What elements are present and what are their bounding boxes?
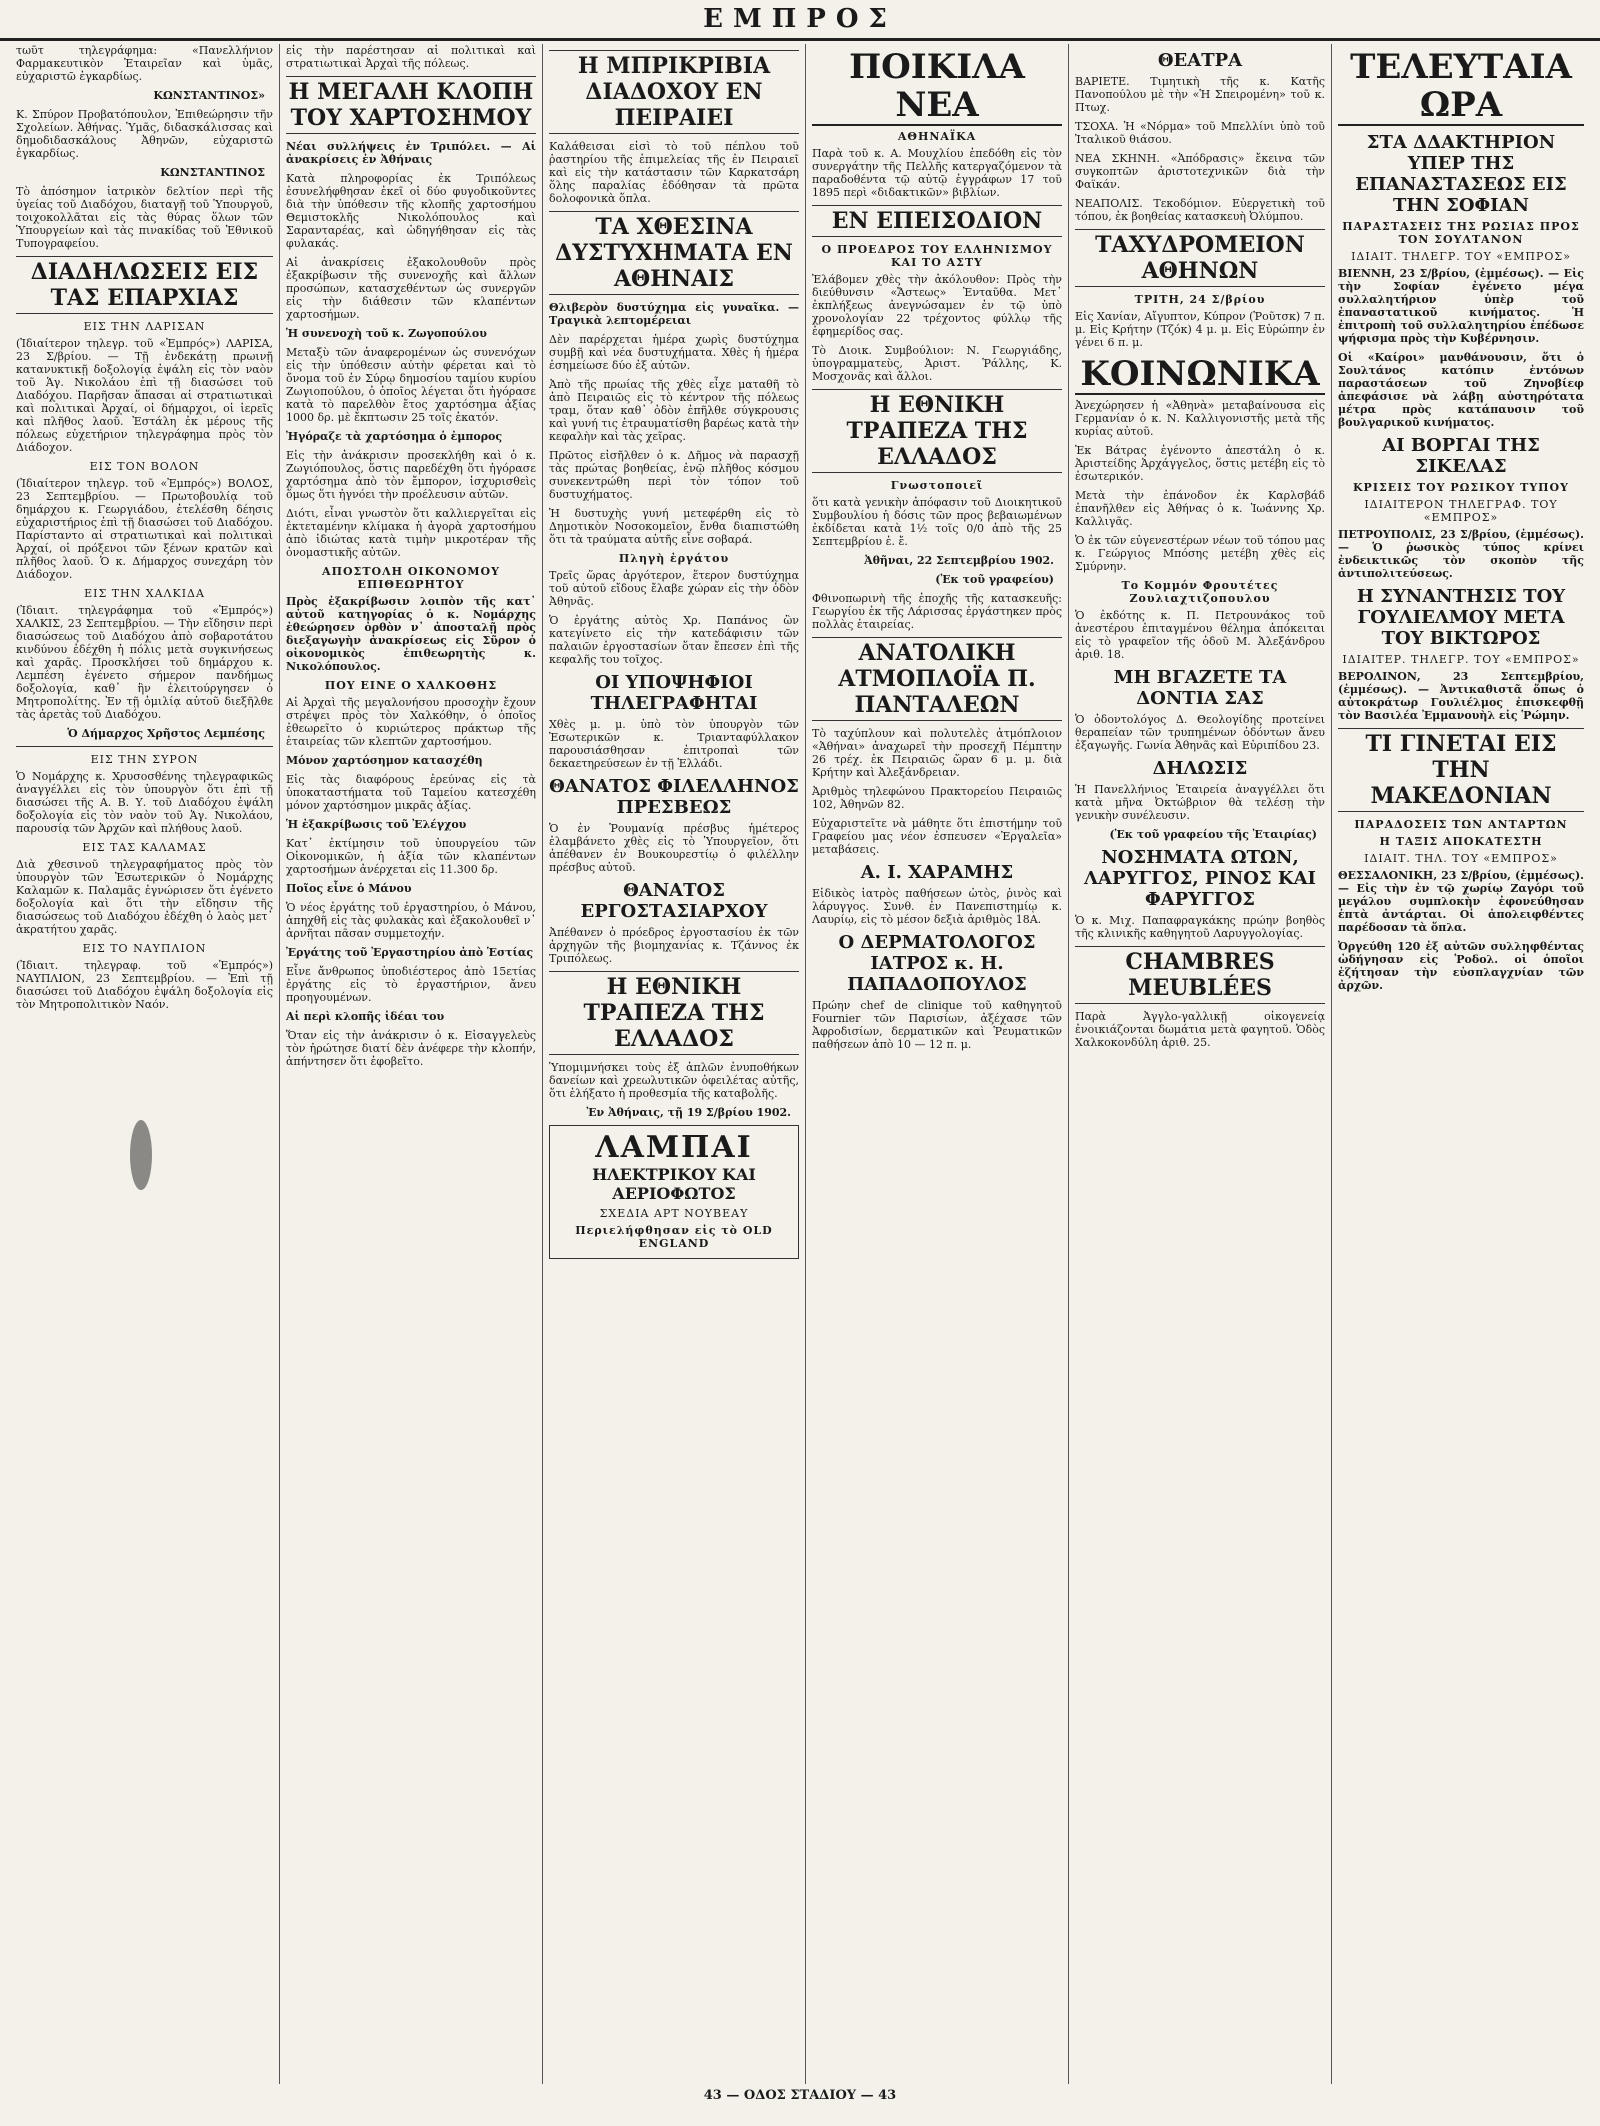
notice-date: Ἀθῆναι, 22 Σεπτεμβρίου 1902. (864, 554, 1054, 567)
bulletin-text: Τὸ ἀπόσημον ἰατρικὸν δελτίον περὶ τῆς ὑγείας τοῦ Διαδόχου, διαταγῇ τοῦ Ὑπουργοῦ, τοιχοκολλᾶται εἰς τὰς θύρας ὅλων τῶν Ὑπουργείων καὶ τὰς πινακίδας τοῦ Ἐθνικοῦ Τυπογραφείου. (16, 185, 273, 250)
telegram-text: ΘΕΣΣΑΛΟΝΙΚΗ, 23 Σ/βρίου, (ἐμμέσως). — Εἰς τὴν ἐν τῷ χωρίῳ Ζαγόρι τοῦ μεγάλου συμπλοκὴν ἐφονεύθησαν ἑπτὰ ἀντάρται. Οἱ ἀπολειφθέντες παρέδοσαν τὰ ὅπλα. (1338, 869, 1584, 934)
article-paragraph: Τὸ Διοικ. Συμβούλιον: Ν. Γεωργιάδης, ὑπογραμματεὺς, Ἀριστ. Ῥάλλης, Κ. Μοσχονᾶς καὶ ἄλλοι. (812, 344, 1062, 383)
post-office-title: ΤΑΧΥΔΡΟΜΕΙΟΝ ΑΘΗΝΩΝ (1075, 229, 1325, 287)
article-title: ΤΙ ΓΙΝΕΤΑΙ ΕΙΣ ΤΗΝ ΜΑΚΕΔΟΝΙΑΝ (1338, 728, 1584, 812)
nafplio-heading: ΕΙΣ ΤΟ ΝΑΥΠΛΙΟΝ (82, 942, 207, 955)
lamp-advertisement (549, 1125, 799, 1259)
article-paragraph: Ὁ ἐκδότης κ. Π. Πετρουνάκος τοῦ ἀνεστέρου ἐπιταγμένου θέλημα ἀπόκειται εἰς τὸ γραφεῖον τῆς ὁδοῦ Μ. Ἀλεξάνδρου ἀριθ. 18. (1075, 609, 1325, 661)
subheading: Μόνον χαρτόσημον κατασχέθη (286, 754, 483, 767)
ad-address: 43 — ΟΔΟΣ ΣΤΑΔΙΟΥ — 43 (703, 2088, 897, 2103)
section-title: ΚΟΙΝΩΝΙΚΑ (1075, 355, 1325, 395)
article-paragraph: Ἡ δυστυχὴς γυνή μετεφέρθη εἰς τὸ Δημοτικὸν Νοσοκομεῖον, ἔνθα διαπιστώθη ὅτι τὰ τραύματα αὐτῆς εἶνε σοβαρά. (549, 507, 799, 546)
telegram-text: ΒΕΡΟΛΙΝΟΝ, 23 Σεπτεμβρίου, (ἐμμέσως). — Ἀντικαθιστᾶ ὅπως ὁ αὐτοκράτωρ Γουλιέλμος ἐπισκεφθῇ τὸν Βασιλέα Ἐμμανουὴλ εἰς Ῥώμην. (1338, 670, 1584, 722)
volos-text: (Ἰδιαίτερον τηλεγρ. τοῦ «Ἐμπρός») ΒΟΛΟΣ, 23 Σεπτεμβρίου. — Πρωτοβουλίᾳ τοῦ δημάρχου κ. Γεωργιάδου, ἐτελέσθη δέησις εὐχαριστήριος ἐπὶ τῇ διασώσει τοῦ Διαδόχου. Παρίσταντο αἱ στρατιωτικαὶ καὶ πολιτικαὶ Ἀρχαί, οἱ πρόξενοι τῶν ξένων κρατῶν καὶ πλῆθος λαοῦ. Ὁ κ. Δήμαρχος συνεχάρη τὸν Διάδοχον. (16, 477, 273, 581)
greeting-text: τωῦτ τηλεγράφημα: «Πανελλήνιον Φαρμακευτικὸν Ἑταιρεῖαν καὶ ὑμᾶς, εὐχαριστῶ ἐγκαρδίως. (16, 44, 273, 83)
chalkis-heading: ΕΙΣ ΤΗΝ ΧΑΛΚΙΔΑ (84, 587, 205, 600)
article-paragraph: Δὲν παρέρχεται ἡμέρα χωρὶς δυστύχημα συμβῇ καὶ νέα δυστυχήματα. Χθὲς ἡ ἡμέρα ἐσημείωσε δύο ἐξ αὐτῶν. (549, 333, 799, 372)
ink-stain (130, 1120, 152, 1190)
article-title: Η ΜΕΓΑΛΗ ΚΛΟΠΗ ΤΟΥ ΧΑΡΤΟΣΗΜΟΥ (286, 76, 536, 134)
telegram-source: ΙΔΙΑΙΤ. ΤΗΛ. ΤΟΥ «ΕΜΠΡΟΣ» (1364, 852, 1558, 865)
syros-text: Ὁ Νομάρχης κ. Χρυσοσθένης τηλεγραφικῶς ἀναγγέλλει εἰς τὸν ὑπουργὸν ὅτι ἐπὶ τῇ διασώσει τῆς Α. Β. Υ. τοῦ Διαδόχου ἐψάλη δοξολογία εἰς τὸν ναὸν τοῦ Ἁγ. Νικολάου, παρουσίᾳ τῶν Ἀρχῶν καὶ πλήθους λαοῦ. (16, 770, 273, 835)
subheading: Ἠγόραζε τὰ χαρτόσημα ὁ ἐμπορος (286, 430, 503, 443)
ad-subheadline: ΗΛΕΚΤΡΙΚΟΥ ΚΑΙ ΑΕΡΙΟΦΩΤΟΣ (592, 1165, 756, 1203)
kalamai-heading: ΕΙΣ ΤΑΣ ΚΑΛΑΜΑΣ (82, 841, 207, 854)
theatre-listing: ΤΣΟΧΑ. Ἡ «Νόρμα» τοῦ Μπελλίνι ὑπὸ τοῦ Ἰταλικοῦ θιάσου. (1075, 120, 1325, 146)
article-lead: Θλιβερὸν δυστύχημα εἰς γυναῖκα. — Τραγικὰ λεπτομέρειαι (549, 301, 799, 327)
section-subtitle: ΑΘΗΝΑΪΚΑ (897, 130, 977, 143)
bank-notice-text: ὅτι κατὰ γενικὴν ἀπόφασιν τοῦ Διοικητικοῦ Συμβουλίου ἡ δόσις τῶν προς βεβαιωμένων ἐκδίδεται κατὰ 1½ τοῖς 0/0 ἀπὸ τῆς 25 Σεπτεμβρίου ἐ. ἔ. (812, 496, 1062, 548)
column-4 (806, 44, 1069, 2084)
article-paragraph: Παρὰ Ἀγγλο-γαλλικῇ οἰκογενείᾳ ἐνοικιάζονται δωμάτια μετὰ φαγητοῦ. Ὁδὸς Χαλκοκονδύλη ἀριθ. 25. (1075, 1010, 1325, 1049)
telegram-text: ΠΕΤΡΟΥΠΟΛΙΣ, 23 Σ/βρίου, (ἐμμέσως). — Ὁ ῥωσικὸς τύπος κρίνει ἐνδεικτικῶς τὸν σκοπὸν τῆς ἀντιπολιτεύσεως. (1338, 528, 1584, 580)
article-subtitle: Η ΤΑΞΙΣ ΑΠΟΚΑΤΕΣΤΗ (1379, 835, 1543, 848)
article-paragraph: Κατ᾽ ἐκτίμησιν τοῦ ὑπουργείου τῶν Οἰκονομικῶν, ἡ ἀξία τῶν κλαπέντων χαρτοσήμων ἀνέρχεται εἰς 11.300 δρ. (286, 837, 536, 876)
article-title: ΣΤΑ ΔΔΑΚΤΗΡΙΟΝ ΥΠΕΡ ΤΗΣ ΕΠΑΝΑΣΤΑΣΕΩΣ ΕΙΣ ΤΗΝ ΣΟΦΙΑΝ (1355, 132, 1567, 216)
article-paragraph: Ἀπὸ τῆς πρωίας τῆς χθὲς εἶχε ματαθῆ τὸ ἀπὸ Πειραιῶς εἰς τὸ κέντρον τῆς πόλεως τραμ, ὅταν καθ᾽ ὁδὸν ἐπῆλθε σύγκρουσις καὶ γυνή τις ἐτραυματίσθη βαρέως κατὰ τὴν κεφαλὴν καὶ τὰς χεῖρας. (549, 378, 799, 443)
signature: ΚΩΝΣΤΑΝΤΙΝΟΣ» (153, 89, 265, 102)
telegram-text: Ὀργεύθη 120 ἐξ αὐτῶν συλληφθέντας ὡδήγησαν εἰς Ῥοδολ. οἱ ὁποῖοι ἐζήτησαν τὴν εὐσπλαγχνίαν τῶν ἀρχῶν. (1338, 940, 1584, 992)
article-paragraph: Ἀριθμὸς τηλεφώνου Πρακτορείου Πειραιῶς 102, Ἀθηνῶν 82. (812, 785, 1062, 811)
article-paragraph: Ὅταν εἰς τὴν ἀνάκρισιν ὁ κ. Εἰσαγγελεὺς τὸν ἠρώτησε διατί δὲν ἀνέφερε τὴν κλοπήν, ἀπήντησεν ὅτι ἐφοβεῖτο. (286, 1029, 536, 1068)
section-title: ΤΕΛΕΥΤΑΙΑ ΩΡΑ (1338, 48, 1584, 126)
theatre-listing: ΝΕΑΠΟΛΙΣ. Τεκοδόμιον. Εὐεργετικὴ τοῦ τόπου, ἐκ βοηθείας κατασκευὴ Ὀλύμπου. (1075, 197, 1325, 223)
doctor-ad-title: Α. Ι. ΧΑΡΑΜΗΣ (860, 862, 1014, 883)
section-title: ΠΟΙΚΙΛΑ ΝΕΑ (812, 48, 1062, 126)
bank-notice-text: Ὑπομιμνήσκει τοὺς ἐξ ἁπλῶν ἐνυποθήκων δανείων καὶ χρεωλυτικῶν ὀφειλέτας αὐτῆς, ὅτι ἐλήξατο ἡ προθεσμία τῆς καταβολῆς. (549, 1061, 799, 1100)
signature-2: ΚΩΝΣΤΑΝΤΙΝΟΣ (160, 166, 265, 179)
social-news: Ἀνεχώρησεν ἡ «Ἀθηνὰ» μεταβαίνουσα εἰς Γερμανίαν ὁ κ. Ν. Καλλιγονιστῆς μετὰ τῆς κυρίας αὐτοῦ. (1075, 399, 1325, 438)
article-title: ΘΑΝΑΤΟΣ ΦΙΛΕΛΛΗΝΟΣ ΠΡΕΣΒΕΩΣ (549, 776, 799, 818)
subheading: Πληγὴ ἐργάτου (618, 552, 730, 565)
section-title: ΘΕΑΤΡΑ (1157, 50, 1243, 71)
article-paragraph: Ὁ ἐργάτης αὐτὸς Χρ. Παπάνος ὢν κατεγίνετο εἰς τὴν κατεδάφισιν τῶν παλαιῶν ἐργοστασίων ὅταν ἔπεσεν ἐπὶ τῆς κεφαλῆς του τοῖχος. (549, 614, 799, 666)
article-paragraph: Εἶνε ἄνθρωπος ὑποδιέστερος ἀπὸ 15ετίας ἐργάτης εἰς τὸ ἐργαστήριον, ἄνευ προηγουμένων. (286, 965, 536, 1004)
bank-notice-title: Η ΕΘΝΙΚΗ ΤΡΑΠΕΖΑ ΤΗΣ ΕΛΛΑΔΟΣ (549, 971, 799, 1055)
subheading: Ἐργάτης τοῦ Ἐργαστηρίου ἀπὸ Ἑστίας (286, 946, 534, 959)
social-news: Μετὰ τὴν ἐπάνοδον ἐκ Καρλσβάδ ἐπανῆλθεν εἰς Ἀθήνας ὁ κ. Ἰωάννης Χρ. Καλλιγᾶς. (1075, 489, 1325, 528)
shipping-notice-title: ΑΝΑΤΟΛΙΚΗ ΑΤΜΟΠΛΟΪΑ Π. ΠΑΝΤΑΛΕΩΝ (812, 637, 1062, 721)
masthead (0, 0, 1600, 41)
ad-detail: ΣΧΕΔΙΑ ΑΡΤ ΝΟΥΒΕΑΥ (599, 1207, 749, 1220)
article-subtitle: Ο ΠΡΟΕΔΡΟΣ ΤΟΥ ΕΛΛΗΝΙΣΜΟΥ ΚΑΙ ΤΟ ΑΣΤΥ (821, 243, 1053, 269)
bank-notice-subtitle: Γνωστοποιεῖ (890, 479, 984, 492)
notice-source: (Ἐκ τοῦ γραφείου) (935, 573, 1054, 586)
article-lead: Νέαι συλλήψεις ἐν Τριπόλει. — Αἱ ἀνακρίσεις ἐν Ἀθήναις (286, 140, 536, 166)
article-paragraph: Καλάθεισαι εἰσὶ τὸ τοῦ πέπλου τοῦ ῥαστηρίου τῆς ἐπιμελείας τῆς ἐν Πειραιεῖ καὶ εἰς τὴν κατάστασιν τῶν Καρκατσάρη ὅλης παραλίας ἐδόθησαν τὰ πρῶτα δολοφονικὰ ὅπλα. (549, 140, 799, 205)
mayor-signature: Ὁ Δήμαρχος Χρῆστος Λεμπέσης (67, 727, 265, 740)
newspaper-title: ΕΜΠΡΟΣ (703, 4, 897, 34)
ad-headline: ΛΑΜΠΑΙ (595, 1130, 753, 1165)
bank-notice-title: Η ΕΘΝΙΚΗ ΤΡΑΠΕΖΑ ΤΗΣ ΕΛΛΑΔΟΣ (812, 389, 1062, 473)
subheading: Ἡ ἐξακρίβωσις τοῦ Ἐλέγχου (286, 818, 467, 831)
declaration-source: (Ἐκ τοῦ γραφείου τῆς Ἑταιρίας) (1109, 828, 1317, 841)
theatre-listing: ΝΕΑ ΣΚΗΝΗ. «Ἀπόδρασις» ἔκεινα τῶν συγκοπτῶν ἀριστοτεχνικῶν διὰ τὴν Φαϊκάν. (1075, 152, 1325, 191)
article-paragraph: Τρεῖς ὥρας ἀργότερον, ἕτερον δυστύχημα τοῦ αὐτοῦ εἴδους ἔλαβε χώραν εἰς τὴν ὁδὸν Ἀθηνᾶς. (549, 569, 799, 608)
larisa-heading: ΕΙΣ ΤΗΝ ΛΑΡΙΣΑΝ (83, 320, 206, 333)
post-office-date: ΤΡΙΤΗ, 24 Σ/βρίου (1134, 293, 1266, 306)
divider (16, 746, 273, 747)
subheading: ΠΟΥ ΕΙΝΕ Ο ΧΑΛΚΟΘΗΣ (324, 679, 498, 692)
article-paragraph: Εἰδικὸς ἰατρὸς παθήσεων ὠτὸς, ῥινὸς καὶ λάρυγγος. Συνθ. ἐν Πανεπιστημίῳ κ. Λαυρίῳ, εἰς τὸ μέσον δεξιὰ ἀριθμὸς 18Α. (812, 887, 1062, 926)
nafplio-text: (Ἰδιαιτ. τηλεγραφ. τοῦ «Ἐμπρός») ΝΑΥΠΛΙΟΝ, 23 Σεπτεμβρίου. — Ἐπὶ τῇ διασώσει τοῦ Διαδόχου ἐψάλη δοξολογία εἰς τὸν Μητροπολιτικὸν Ναόν. (16, 959, 273, 1011)
article-paragraph: Ἐλάβομεν χθὲς τὴν ἀκόλουθον: Πρὸς τὴν διεύθυνσιν «Ἄστεως» Ἐνταῦθα. Μετ᾽ ἐκπλήξεως ἀνεγνώσαμεν ἐν τῷ ὑπὸ χρονολογίαν 22 τρέχοντος φύλλῳ τῆς ἐφημερίδος σας. (812, 273, 1062, 338)
article-paragraph: Ὁ νέος ἐργάτης τοῦ ἐργαστηρίου, ὁ Μάνου, ἀπηχθῆ εἰς τὰς φυλακὰς καὶ ἐξακολουθεῖ ν᾽ ἀρνῆται πᾶσαν συμμετοχήν. (286, 901, 536, 940)
telegram-text: Οἱ «Καίροι» μανθάνουσιν, ὅτι ὁ Σουλτάνος κατόπιν ἐντόνων παραστάσεων τοῦ Ζηνοβίεφ ἀπεφάσισε νὰ λάβῃ αὐστηρότατα μέτρα πρὸς κατάπαυσιν τοῦ βουλγαρικοῦ κινήματος. (1338, 351, 1584, 429)
column-3 (543, 44, 806, 2084)
theatre-listing: ΒΑΡΙΕΤΕ. Τιμητικὴ τῆς κ. Κατῆς Πανοπούλου μὲ τὴν «Ἡ Σπειρομένη» τοῦ κ. Πτωχ. (1075, 75, 1325, 114)
subheading: Ποῖος εἶνε ὁ Μάνου (286, 882, 412, 895)
declaration-title: ΔΗΛΩΣΙΣ (1152, 758, 1248, 779)
larisa-text: (Ἰδιαίτερον τηλεγρ. τοῦ «Ἐμπρός») ΛΑΡΙΣΑ, 23 Σ/βρίου. — Τῇ ἐνδεκάτῃ πρωινῇ κατανυκτικῇ δοξολογίᾳ ἐψάλη εἰς τὸν ναὸν τοῦ Ἁγ. Νικολάου ἐπὶ τῇ διασώσει τοῦ Διαδόχου. Παρῆσαν ἅπασαι αἱ στρατιωτικαὶ καὶ πολιτικαὶ Ἀρχαί, οἱ δήμαρχοι, οἱ ἱερεῖς καὶ πλῆθος λαοῦ. Ἐστάλη ἐκ μέρους τῆς πόλεως εὐχετήριον τηλεγράφημα πρὸς τὸν Διάδοχον. (16, 337, 273, 454)
ad-shop: Περιελήφθησαν εἰς τὸ OLD ENGLAND (575, 1224, 773, 1250)
chalkis-text: (Ἰδιαιτ. τηλεγράφημα τοῦ «Ἐμπρός») ΧΑΛΚΙΣ, 23 Σεπτεμβρίου. — Τὴν εἴδησιν περὶ διασώσεως τοῦ Διαδόχου ἀπὸ σοβαροτάτου κινδύνου ἐδέχθη ἡ πόλις μετὰ συγκινήσεως καὶ χαρᾶς. Προσκλήσει τοῦ δημάρχου κ. Λεμπέση ἐγένετο σήμερον πανδήμως δοξολογία, καθ᾽ ἣν ἐλειτούργησεν ὁ Μητροπολίτης. Ἐν τῇ ὁμιλίᾳ αὐτοῦ διεξῆλθε τὰς ἀρετὰς τοῦ Διαδόχου. (16, 604, 273, 721)
article-title: Η ΣΥΝΑΝΤΗΣΙΣ ΤΟΥ ΓΟΥΛΙΕΛΜΟΥ ΜΕΤΑ ΤΟΥ ΒΙΚΤΩΡΟΣ (1356, 586, 1566, 649)
social-news: Ὁ ἐκ τῶν εὐγενεστέρων νέων τοῦ τόπου μας κ. Γεώργιος Μπόσης μετέβη χθὲς εἰς Σμύρνην. (1075, 534, 1325, 573)
article-paragraph: Μεταξὺ τῶν ἀναφερομένων ὡς συνενόχων εἰς τὴν ὑπόθεσιν αὐτὴν φέρεται καὶ τὸ ὄνομα τοῦ ἐν Σύρῳ δημοσίου ταμίου κυρίου Ζωγιοπούλου, ὁ ὁποῖος λέγεται ὅτι ἠγόρασε κατὰ τὸ παρελθὸν ἔτος χαρτόσημα ἀξίας 1000 δρ. μὲ ἔκπτωσιν 25 τοῖς ἑκατόν. (286, 346, 536, 424)
doctor-ad-title: Ο ΔΕΡΜΑΤΟΛΟΓΟΣ ΙΑΤΡΟΣ κ. Η. ΠΑΠΑΔΟΠΟΥΛΟΣ (838, 932, 1036, 995)
article-subtitle: ΠΑΡΑΔΟΣΕΙΣ ΤΩΝ ΑΝΤΑΡΤΩΝ (1354, 818, 1568, 831)
article-subtitle: ΠΑΡΑΣΤΑΣΕΙΣ ΤΗΣ ΡΩΣΙΑΣ ΠΡΟΣ ΤΟΝ ΣΟΥΛΤΑΝΟΝ (1342, 220, 1580, 246)
rooms-ad-title: CHAMBRES MEUBLÉES (1075, 946, 1325, 1004)
article-paragraph: Εἰς τὴν ἀνάκρισιν προσεκλήθη καὶ ὁ κ. Ζωγιόπουλος, ὅστις παρεδέχθη ὅτι ἠγόρασε χαρτόσημα ἀπὸ τὸν ἔμπορον, ἰσχυρισθεὶς ὅμως ὅτι ἠγνόει τὴν προέλευσιν αὐτῶν. (286, 449, 536, 501)
article-paragraph: Κατὰ πληροφορίας ἐκ Τριπόλεως ἐσυνελήφθησαν ἐκεῖ οἱ δύο φυγοδικοῦντες διὰ τὴν ὑπόθεσιν τῆς κλοπῆς χαρτοσήμου Θεμιστοκλῆς Νικολόπουλος καὶ Σαρανταρέας, καὶ ὡδηγήθησαν εἰς τὰς φυλακάς. (286, 172, 536, 250)
article-paragraph: Ἀπέθανεν ὁ πρόεδρος ἐργοστασίου ἐκ τῶν ἀρχηγῶν τῆς βιομηχανίας κ. Τζάννος ἐκ Τριπόλεως. (549, 926, 799, 965)
article-title: ΕΝ ΕΠΕΙΣΟΔΙΟΝ (812, 205, 1062, 237)
article-title: ΑΙ ΒΟΡΓΑΙ ΤΗΣ ΣΙΚΕΛΑΣ (1382, 435, 1540, 477)
subheading: Αἱ περὶ κλοπῆς ἰδέαι του (286, 1010, 445, 1023)
article-paragraph: Διότι, εἶναι γνωστὸν ὅτι καλλιεργεῖται εἰς ἐκτεταμένην κλίμακα ἡ ἀγορὰ χαρτοσήμου ἀπὸ ἰδιώτας κατὰ τιμὴν μικροτέραν τῆς ὀνομαστικῆς αὐτῶν. (286, 507, 536, 559)
kalamai-text: Διὰ χθεσινοῦ τηλεγραφήματος πρὸς τὸν ὑπουργὸν τῶν Ἐσωτερικῶν ὁ Νομάρχης Καλαμῶν κ. Παλαμᾶς ἐγνώρισεν ὅτι ἐγένετο δοξολογία καὶ ὅτι τὴν εἴδησιν τῆς διασώσεως τοῦ Διαδόχου ἐδέχθη ὁ λαὸς μετ᾽ ἀκρατήτου χαρᾶς. (16, 858, 273, 936)
article-paragraph: Φθινοπωρινὴ τῆς ἐποχῆς τῆς κατασκευῆς: Γεωργίου ἐκ τῆς Λάρισσας ἐργάστηκεν πρὸς πολλὰς ἑταιρείας. (812, 592, 1062, 631)
article-paragraph: Παρὰ τοῦ κ. Α. Μουχλίου ἐπεδόθη εἰς τὸν συνεργάτην τῆς Πελλῆς κατεργαζόμενον τὰ παραδοθέντα τῷ αὐτῷ ἐγγράφων 17 τοῦ 1895 περὶ «διδακτικῶν» βιβλίων. (812, 147, 1062, 199)
article-paragraph: Πρώην chef de clinique τοῦ καθηγητοῦ Fournier τῶν Παρισίων, ἀξέχασε τῶν Ἀφροδισίων, δερματικῶν καὶ Ῥευματικῶν παθήσεων ἀπὸ 10 — 12 π. μ. (812, 999, 1062, 1051)
syros-heading: ΕΙΣ ΤΗΝ ΣΥΡΟΝ (90, 753, 199, 766)
column-5 (1069, 44, 1332, 2084)
article-title: ΤΑ ΧΘΕΣΙΝΑ ΔΥΣΤΥΧΗΜΑΤΑ ΕΝ ΑΘΗΝΑΙΣ (549, 211, 799, 295)
article-title: Η ΜΠΡΙΚΡΙΒΙΑ ΔΙΑΔΟΧΟΥ ΕΝ ΠΕΙΡΑΙΕΙ (549, 50, 799, 134)
dentist-ad-title: ΜΗ ΒΓΑΖΕΤΕ ΤΑ ΔΟΝΤΙΑ ΣΑΣ (1113, 667, 1287, 709)
column-6 (1332, 44, 1590, 2084)
article-paragraph: Πρὸς ἐξακρίβωσιν λοιπὸν τῆς κατ᾽ αὐτοῦ κατηγορίας ὁ κ. Νομάρχης ἐθεώρησεν ὀρθὸν ν᾽ ἀποσταλῇ πρὸς διεξαγωγὴν ἀνακρίσεως εἰς Σῦρον ὁ οἰκονομικὸς ἐπιθεωρητὴς κ. Νικολόπουλος. (286, 595, 536, 673)
telegram-text: ΒΙΕΝΝΗ, 23 Σ/βρίου, (ἐμμέσως). — Εἰς τὴν Σοφίαν ἐγένετο μέγα συλλαλητήριον ὑπὲρ τοῦ ἐπαναστατικοῦ κινήματος. Ἡ ἐπιτροπὴ τοῦ συλλαλητηρίου ἐπέδωσε ψήφισμα πρὸς τὴν Κυβέρνησιν. (1338, 267, 1584, 345)
article-paragraph: Τὸ ταχύπλουν καὶ πολυτελὲς ἀτμόπλοιον «Ἀθήναι» ἀναχωρεῖ τὴν προσεχῆ Πέμπτην 26 τρέχ. ἐκ Πειραιῶς ὥραν 6 μ. μ. διὰ Κρήτην καὶ Ἀλεξάνδρειαν. (812, 727, 1062, 779)
article-paragraph: Αἱ ἀνακρίσεις ἐξακολουθοῦν πρὸς ἐξακρίβωσιν τῆς συνενοχῆς καὶ ἄλλων προσώπων, κατασχεθέντων ὡς συνεργῶν εἰς τὴν διάθεσιν τῶν κλαπέντων χαρτοσήμων. (286, 256, 536, 321)
ad-title: Το Κομμόν Φρουτέτες Ζουλιαχτιζοπουλου (1121, 579, 1279, 605)
telegram-source: ΙΔΙΑΙΤΕΡΟΝ ΤΗΛΕΓΡΑΦ. ΤΟΥ «ΕΜΠΡΟΣ» (1364, 498, 1558, 524)
telegram-source: ΙΔΙΑΙΤΕΡ. ΤΗΛΕΓΡ. ΤΟΥ «ΕΜΠΡΟΣ» (1342, 653, 1580, 666)
volos-heading: ΕΙΣ ΤΟΝ ΒΟΛΟΝ (89, 460, 200, 473)
page-columns (10, 44, 1590, 2084)
article-paragraph: Ἡ Πανελλήνιος Ἑταιρεία ἀναγγέλλει ὅτι κατὰ μῆνα Ὀκτώβριον θὰ τελέσῃ τὴν γενικὴν συνέλευσιν. (1075, 783, 1325, 822)
article-paragraph: Ὁ ὀδοντολόγος Δ. Θεολογίδης προτείνει θεραπείαν τῶν τρυπημένων ὀδόντων ἄνευ ἐξαγωγῆς. Γωνία Ἀθηνᾶς καὶ Εὐριπίδου 23. (1075, 713, 1325, 752)
post-schedule: Εἰς Χανίαν, Αἴγυπτον, Κύπρον (Ῥοῦτσκ) 7 π. μ. Εἰς Κρήτην (Τζόκ) 4 μ. μ. Εἰς Εὐρώπην ἐν γένει 6 π. μ. (1075, 310, 1325, 349)
article-paragraph: Χθὲς μ. μ. ὑπὸ τὸν ὑπουργὸν τῶν Ἐσωτερικῶν κ. Τριανταφύλλακον παρουσιάσθησαν ἐπιτροπαὶ τῶν δεκαετηρεύσεων ἐν τῇ Ἑλλάδι. (549, 718, 799, 770)
article-paragraph: Ὁ κ. Μιχ. Παπαφραγκάκης πρώην βοηθὸς τῆς κλινικῆς καθηγητοῦ Λαρυγγολογίας. (1075, 914, 1325, 940)
social-news: Ἐκ Βάτρας ἐγένοντο ἀπεστάλη ὁ κ. Ἀριστείδης Ἀρχάγγελος, ὅστις μετέβη εἰς τὸ ἐσωτερικόν. (1075, 444, 1325, 483)
article-paragraph: Ὁ ἐν Ῥουμανίᾳ πρέσβυς ἡμέτερος ἐλαμβάνετο χθὲς εἰς τὸ Ὑπουργεῖον, ὅτι ἀπέθανεν ἐν Βουκουρεστίῳ ὁ φιλέλλην πρέσβυς αὐτοῦ. (549, 822, 799, 874)
greeting-text-2: Κ. Σπύρον Προβατόπουλον, Ἐπιθεώρησιν τῆν Σχολείων. Ἀθήνας. Ὑμᾶς, διδασκάλισσας καὶ δημοδιδασκάλους Ἀθηνῶν, εὐχαριστῶ ἐγκαρδίως. (16, 108, 273, 160)
section-title: ΔΙΑΔΗΛΩΣΕΙΣ ΕΙΣ ΤΑΣ ΕΠΑΡΧΙΑΣ (16, 256, 273, 314)
telegram-source: ΙΔΙΑΙΤ. ΤΗΛΕΓΡ. ΤΟΥ «ΕΜΠΡΟΣ» (1351, 250, 1571, 263)
article-title: ΟΙ ΥΠΟΨΗΦΙΟΙ ΤΗΛΕΓΡΑΦΗΤΑΙ (590, 672, 758, 714)
article-paragraph: Εὐχαριστεῖτε νὰ μάθητε ὅτι ἐπιστήμην τοῦ Γραφείου μας νέον ἐσπευσεν «Ἐργαλεῖα» μεταβάσεις. (812, 817, 1062, 856)
intro-text: εἰς τὴν παρέστησαν αἱ πολιτικαὶ καὶ στρατιωτικαὶ Ἀρχαὶ τῆς πόλεως. (286, 44, 536, 70)
column-1 (10, 44, 280, 2084)
doctor-ad-title: ΝΟΣΗΜΑΤΑ ΩΤΩΝ, ΛΑΡΥΓΓΟΣ, ΡΙΝΟΣ ΚΑΙ ΦΑΡΥΓΓΟΣ (1084, 847, 1316, 910)
subheading: Ἡ συνενοχὴ τοῦ κ. Ζωγοπούλου (286, 327, 487, 340)
article-title: ΘΑΝΑΤΟΣ ΕΡΓΟΣΤΑΣΙΑΡΧΟΥ (580, 880, 768, 922)
subheading: ΑΠΟΣΤΟΛΗ ΟΙΚΟΝΟΜΟΥ ΕΠΙΘΕΩΡΗΤΟΥ (322, 565, 500, 591)
article-paragraph: Αἱ Ἀρχαὶ τῆς μεγαλονήσου προσοχὴν ἔχουν στρέψει πρὸς τὸν Χαλκόθην, ὁ ὁποῖος ἐθεωρεῖτο ὁ κυριώτερος πράκτωρ τῆς ἑταιρείας τῶν κλεπτῶν χαρτοσήμου. (286, 696, 536, 748)
column-2 (280, 44, 543, 2084)
article-paragraph: Πρῶτος εἰσῆλθεν ὁ κ. Δῆμος νὰ παρασχῇ τὰς πρώτας βοηθείας, ἐνῷ πλῆθος κόσμου συνεκεντρώθη περὶ τὸν τόπον τοῦ δυστυχήματος. (549, 449, 799, 501)
article-paragraph: Εἰς τὰς διαφόρους ἐρεύνας εἰς τὰ ὑποκαταστήματα τοῦ Ταμείου κατεσχέθη μόνον χαρτόσημον μικρᾶς ἀξίας. (286, 773, 536, 812)
article-subtitle: ΚΡΙΣΕΙΣ ΤΟΥ ΡΩΣΙΚΟΥ ΤΥΠΟΥ (1352, 481, 1569, 494)
notice-date: Ἐν Ἀθήναις, τῇ 19 Σ/βρίου 1902. (586, 1106, 791, 1119)
